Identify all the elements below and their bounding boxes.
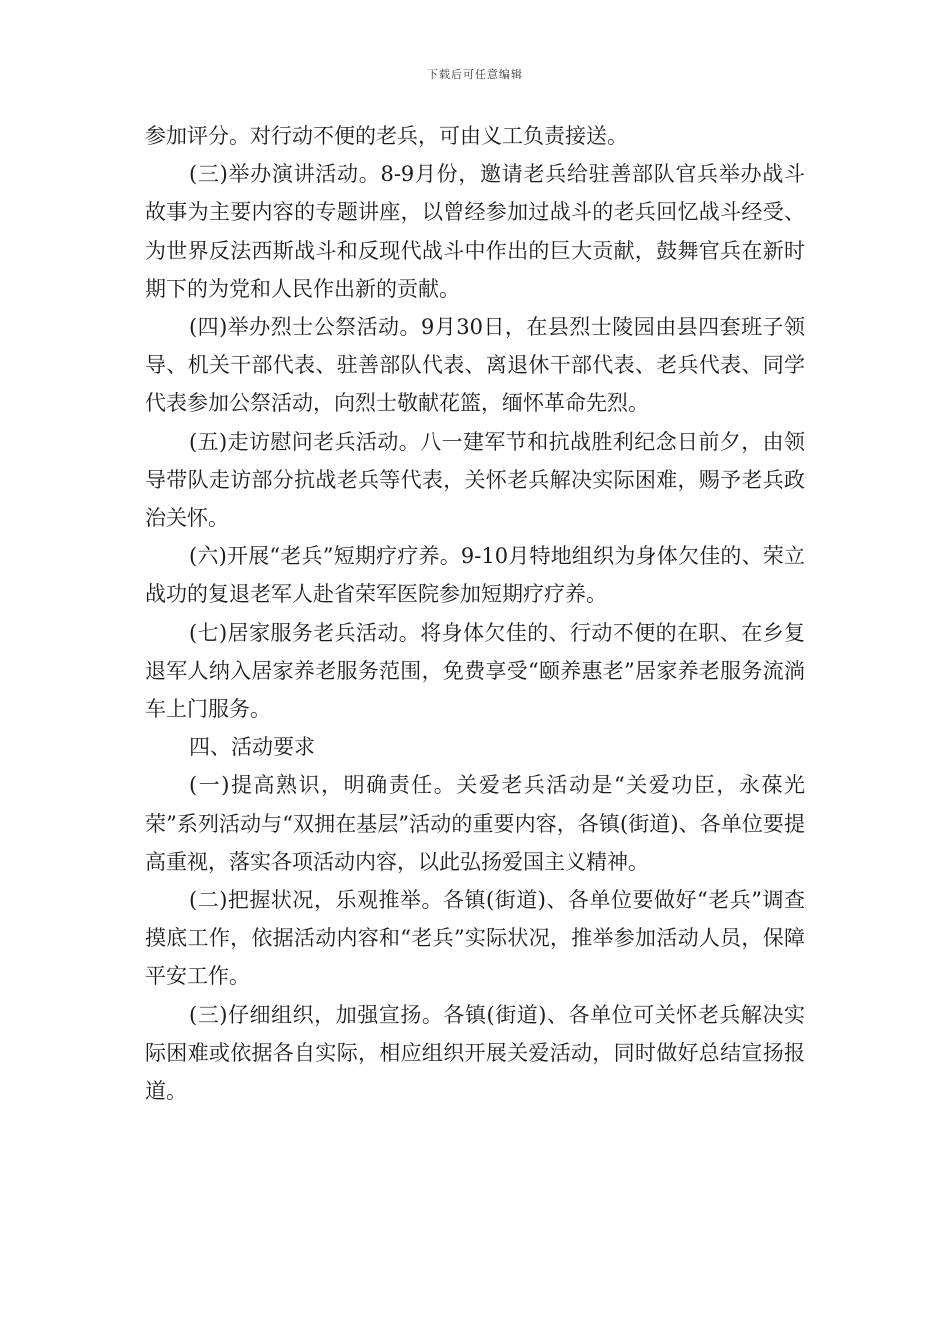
paragraph-item-4: (四)举办烈士公祭活动。9月30日，在县烈士陵园由县四套班子领导、机关干部代表、驻善部队代表、离退休干部代表、老兵代表、同学代表参加公祭活动，向烈士敬献花篮，缅怀革命先烈。 — [145, 315, 805, 416]
page-header: 下载后可任意编辑 — [427, 68, 523, 81]
paragraph-requirement-3: (三)仔细组织，加强宣扬。各镇(街道)、各单位可关怀老兵解决实际困难或依据各自实际，相应组织开展关爱活动，同时做好总结宣扬报道。 — [145, 1002, 805, 1104]
paragraph-item-7: (七)居家服务老兵活动。将身体欠佳的、行动不便的在职、在乡复退军人纳入居家养老服务范围，免费享受“颐养惠老”居家养老服务流淌车上门服务。 — [145, 620, 805, 722]
paragraph-item-6: (六)开展“老兵”短期疗疗养。9-10月特地组织为身体欠佳的、荣立战功的复退老军人赴省荣军医院参加短期疗疗养。 — [145, 544, 805, 607]
section-heading-requirements: 四、活动要求 — [189, 735, 315, 760]
paragraph-requirement-2: (二)把握状况，乐观推举。各镇(街道)、各单位要做好“老兵”调查摸底工作，依据活动内容和“老兵”实际状况，推举参加活动人员，保障平安工作。 — [145, 888, 805, 989]
document-body — [145, 117, 805, 1110]
paragraph-continuation: 参加评分。对行动不便的老兵，可由义工负责接送。 — [145, 124, 628, 148]
paragraph-item-5: (五)走访慰问老兵活动。八一建军节和抗战胜利纪念日前夕，由领导带队走访部分抗战老兵等代表，关怀老兵解决实际困难，赐予老兵政治关怀。 — [145, 429, 805, 531]
paragraph-item-3: (三)举办演讲活动。8-9月份，邀请老兵给驻善部队官兵举办战斗故事为主要内容的专题讲座，以曾经参加过战斗的老兵回忆战斗经受、为世界反法西斯战斗和反现代战斗中作出的巨大贡献，鼓舞官兵在新时期下的为党和人民作出新的贡献。 — [145, 162, 805, 301]
paragraph-requirement-1: (一)提高熟识，明确责任。关爱老兵活动是“关爱功臣，永葆光荣”系列活动与“双拥在基层”活动的重要内容，各镇(街道)、各单位要提高重视，落实各项活动内容，以此弘扬爱国主义精神。 — [145, 773, 805, 874]
